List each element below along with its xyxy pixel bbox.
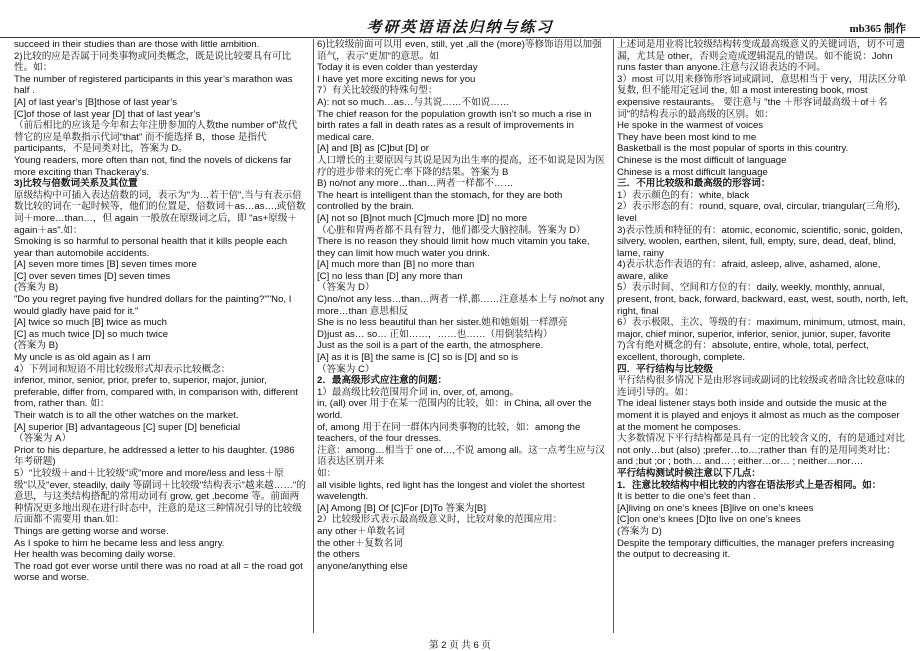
paragraph: [C]of those of last year [D] that of last year’s — [14, 108, 201, 120]
paragraph: Basketball is the most popular of sports in this country. — [617, 143, 849, 155]
paragraph: 大多数情况下平行结构都是具有一定的比较含义的，有的是通过对比 not only…but (also) ;prefer…to…;rather than 有的是用同类对比：and ;but ;or ; both… and… ; either…or… ; neither…nor…. — [617, 433, 905, 468]
paragraph: (答案为 B) — [14, 340, 59, 352]
paragraph: As I spoke to him he became less and less angry. — [14, 537, 225, 549]
paragraph: the other＋复数名词 — [317, 537, 403, 549]
paragraph: [C]on one’s knees [D]to live on one’s knees — [617, 514, 801, 526]
paragraph: [A]living on one’s knees [B]live on one’s knees — [617, 502, 814, 514]
paragraph: 如： — [317, 467, 337, 479]
paragraph: Today it is even colder than yesterday — [317, 62, 478, 74]
paragraph: 1）表示颜色的有：white, black — [617, 189, 750, 201]
document-title: 考研英语语法归纳与练习 — [366, 19, 554, 36]
paragraph: 2)比较的应是否属于同类事物或同类概念，既是说比较要具有可比性。如： — [14, 50, 292, 74]
paragraph: It is better to die one’s feet than . — [617, 491, 757, 503]
section-heading: 三．不用比较级和最高级的形容词： — [617, 178, 771, 190]
paragraph: 7)含有绝对概念的有：absolute, entire, whole, total, perfect, excellent, thorough, complete. — [617, 340, 869, 364]
page-header — [0, 0, 920, 38]
paragraph: [C] as much twice [D] so much twice — [14, 328, 169, 340]
paragraph: 人口增长的主要原因与其说是因为出生率的提高，还不如说是因为医疗的进步带来的死亡率下降的结果。答案为 B — [317, 154, 605, 178]
paragraph: [A] Among [B] Of [C]For [D]To 答案为[B] — [317, 502, 486, 514]
paragraph: all visible lights, red light has the longest and violet the shortest wavelength. — [317, 479, 585, 503]
paragraph: 上述词是用业将比较级结构转变成最高级意义的关键词语，切不可遗漏，尤其是 other，否则会造成逻辑混乱的错误。如不能说：John runs faster than anyone.注意与汉语表达的不同。 — [617, 39, 905, 74]
paragraph: Chinese is a most difficult language — [617, 166, 768, 178]
paragraph: Young readers, more often than not, find the novels of dickens far more exciting than Thackeray’s. — [14, 154, 292, 178]
paragraph: The heart is intelligent than the stomach, for they are both controlled by the brain. — [317, 189, 563, 213]
paragraph: She is no less beautiful than her sister.她和她姐姐一样漂亮 — [317, 317, 568, 329]
paragraph: There is no reason they should limit how much vitamin you take, they can limit how much water you drink. — [317, 236, 590, 259]
paragraph: inferior, minor, senior, prior, prefer to, superior, major, junior, preferable, differ from, compared with, in comparison with, different from, rather than. 如： — [14, 375, 298, 410]
paragraph: 1）最高级比较范围用介词 in, over, of, among。 — [317, 386, 520, 398]
paragraph: [A] twice so much [B] twice as much — [14, 317, 168, 329]
paragraph: 5）表示时间、空间和方位的有：daily, weekly, monthly, annual, present, front, back, forward, backward, east, west, south, north, left, right, final — [617, 282, 909, 317]
paragraph: the others — [317, 549, 360, 561]
section-heading: 2．最高级形式应注意的问题： — [317, 375, 448, 387]
paragraph: any other＋单数名词 — [317, 525, 405, 537]
text-column-2 — [313, 39, 605, 633]
paragraph: （答案为 A） — [14, 433, 72, 445]
paragraph: (答案为 B) — [14, 282, 59, 294]
paragraph: 3）most 可以用来修饰形容词或副词，意思相当于 very，用法区分单复数, 但不能用定冠词 the, 如 a most interesting book, most expensive restaurants。 要注意与 "the ＋形容词最高级＋of＋名词"的结构表示的最高级的区别。如： — [617, 73, 907, 120]
paragraph: anyone/anything else — [317, 560, 408, 572]
paragraph: They have been most kind to me — [617, 131, 757, 143]
paragraph: D)just as… so… 正如……，……也……（用倒装结构） — [317, 328, 553, 340]
paragraph: Smoking is so harmful to personal health that it kills people each year than automobile accidents. — [14, 236, 288, 259]
paragraph: 4)表示状态作表语的有：afraid, asleep, alive, ashamed, alone, aware, alike — [617, 259, 881, 282]
paragraph: 2）表示形态的有：round, square, oval, circular, triangular(三角形), level — [617, 201, 901, 224]
paragraph: C)no/not any less…than…两者一样,都……注意基本上与 no/not any more…than 意思相反 — [317, 294, 605, 317]
paragraph: The chief reason for the population growth isn’t so much a rise in birth rates a fall in death rates as a result of improvements in medical care. — [317, 108, 592, 143]
paragraph: B) no/not any more…than…两者一样都不…… — [317, 178, 514, 190]
paragraph: Chinese is the most difficult of language — [617, 154, 787, 166]
paragraph: [A] of last year’s [B]those of last year’s — [14, 96, 177, 108]
paragraph: 注意：among…相当于 one of…,不说 among all。这一点考生应与汉语表达区别开来 — [317, 444, 605, 468]
paragraph: （答案为 C） — [317, 363, 375, 375]
paragraph: A): not so much…as…与其说……不如说…… — [317, 96, 510, 108]
paragraph: 6）表示极限、主次、等级的有：maximum, minimum, utmost, main, major, chief minor, superior, inferior, senior, junior, super, favorite — [617, 317, 906, 340]
paragraph: 7）有关比较级的特殊句型： — [317, 85, 438, 97]
paragraph: [A] seven more times [B] seven times more — [14, 259, 197, 271]
paragraph: Despite the temporary difficulties, the manager prefers increasing the output to decreasing it. — [617, 537, 895, 561]
paragraph: （答案为 D） — [317, 282, 375, 294]
paragraph: in, (all) over 用于在某一范围内的比较，如：in China, all over the world. — [317, 398, 592, 421]
paragraph: (答案为 D) — [617, 525, 662, 537]
paragraph: My uncle is as old again as I am — [14, 352, 151, 364]
paragraph: The road got ever worse until there was no road at all = the road got worse and worse. — [14, 560, 303, 584]
text-column-1 — [14, 39, 306, 633]
paragraph: 2）比较级形式表示最高级意义时，比较对象的范围应用： — [317, 514, 563, 526]
paragraph: （心脏和胃两者都不具有智力，他们都受大脑控制。答案为 D） — [317, 224, 586, 236]
page-footer: 第 2 页 共 6 页 — [429, 640, 491, 651]
paragraph: Her health was becoming daily worse. — [14, 549, 176, 561]
paragraph: 3)表示性质和特征的有：atomic, economic, scientific, sonic, golden, silvery, woolen, earthen, silent, full, empty, sure, dead, deaf, blind, lame, rainy — [617, 224, 903, 259]
paragraph: Their watch is to all the other watches on the market. — [14, 410, 239, 421]
text-column-3 — [613, 39, 909, 633]
section-heading: 3)比较与倍数词关系及其位置 — [14, 178, 138, 190]
paragraph: I have yet more exciting news for you — [317, 73, 476, 85]
paragraph: 平行结构很多情况下是由形容词或副词的比较级或者暗含比较意味的连词引导的。如： — [617, 375, 905, 398]
paragraph: Things are getting worse and worse. — [14, 525, 169, 537]
paragraph: [C] over seven times [D] seven times — [14, 270, 171, 282]
paragraph: The number of registered participants in this year’s marathon was half . — [14, 73, 293, 97]
brand-label: mb365 制作 — [849, 23, 906, 35]
paragraph: [C] no less than [D] any more than — [317, 270, 463, 282]
paragraph: of, among 用于在同一群体内同类事物的比较，如：among the teachers, of the four dresses. — [317, 421, 581, 445]
paragraph: [A] much more than [B] no more than — [317, 259, 475, 271]
section-heading: 1．注意比较结构中相比较的内容在语法形式上是否相同。如： — [617, 479, 882, 491]
paragraph: Prior to his departure, he addressed a letter to his daughter. (1986 年考研题) — [14, 444, 295, 468]
paragraph: （前后相比的应该是今年和去年注册参加的人数the number of"故代替它的应是单数指示代词"that" 而不能选择 B，those 是指代 participants，不是同类对比，答案为 D。 — [14, 120, 298, 155]
section-heading: 四．平行结构与比较级 — [617, 363, 713, 375]
section-heading: 平行结构测试时候注意以下几点： — [617, 467, 761, 479]
paragraph: 4）下列词和短语不用比较级形式却表示比较概念： — [14, 363, 231, 375]
paragraph: He spoke in the warmest of voices — [617, 120, 764, 132]
paragraph: [A] as it is [B] the same is [C] so is [D] and so is — [317, 352, 519, 364]
paragraph: "Do you regret paying five hundred dollars for the painting?""No, I would gladly have paid for it." — [14, 294, 292, 317]
paragraph: Just as the soil is a part of the earth, the atmosphere. — [317, 340, 544, 352]
paragraph: The ideal listener stays both inside and outside the music at the moment it is played and enjoys it almost as much as the composer at the moment he composes. — [617, 398, 900, 433]
paragraph: [A] not so [B]not much [C]much more [D] no more — [317, 212, 528, 224]
paragraph: succeed in their studies than are those with little ambition. — [14, 39, 260, 50]
paragraph: 5）"比较级＋and＋比较级"或"more and more/less and less＋原级"以及"ever, steadily, daily 等副词＋比较级"结构表示"越来越……"的意思，与这类结构搭配的常用动词有 grow, get ,become 等。前面两种情况更多地出现在进行时态中，注意的是这三种情况引导的比较级后面都不需要用 than.如： — [14, 467, 306, 526]
paragraph: 6)比较级前面可以用 even, still, yet ,all the (more)等修饰语用以加强语气，表示"更加"的意思。如 — [317, 39, 602, 62]
paragraph: [A] superior [B] advantageous [C] super [D] beneficial — [14, 421, 241, 433]
paragraph: [A] and [B] as [C]but [D] or — [317, 143, 429, 155]
paragraph: 原级结构中可插入表达倍数的词，表示为"为…若干倍",当与有表示倍数比较的词在一起时候等，他们的位置是，倍数词＋as…as…,或倍数词＋more…than…，但 again 一般放在原级词之后，即 "as+原级＋again＋as".如： — [14, 189, 306, 236]
